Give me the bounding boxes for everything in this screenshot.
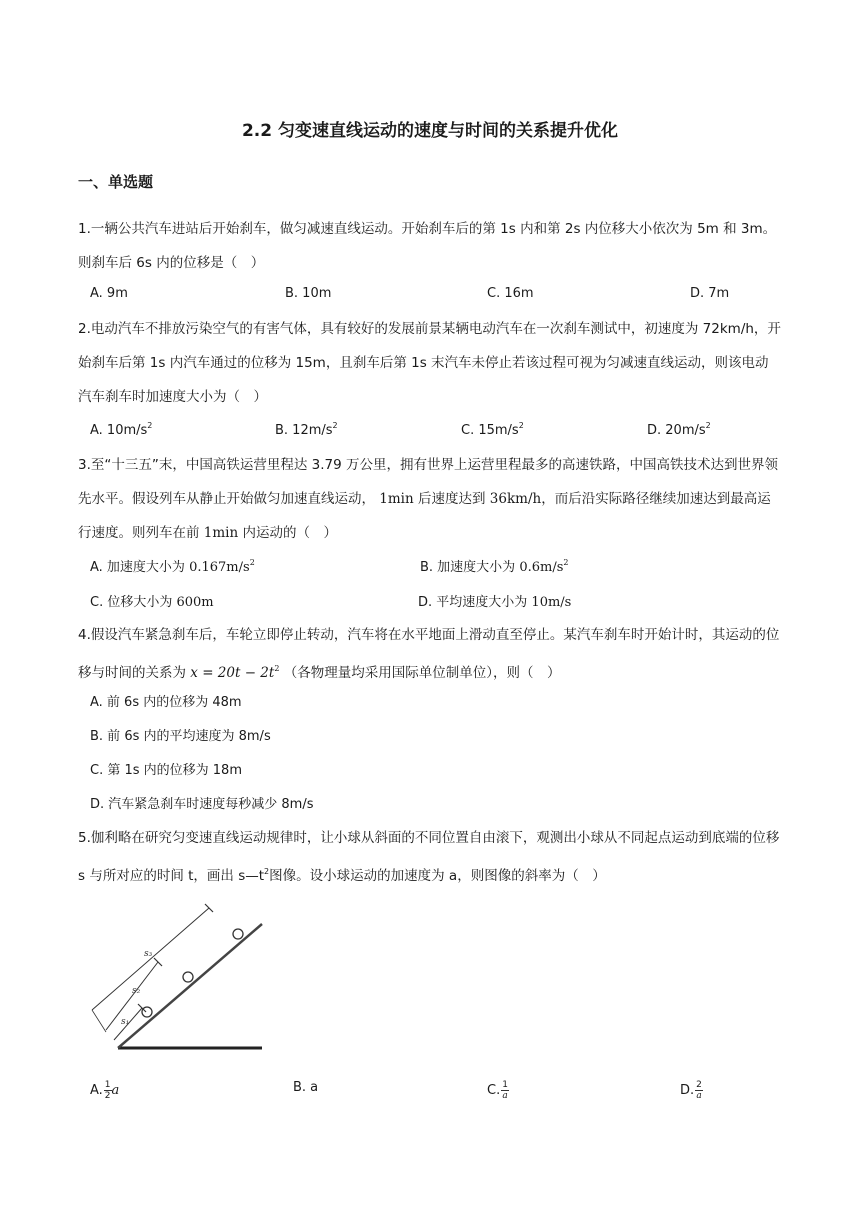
s3-label: s₃ <box>144 949 153 959</box>
s3-measure-line <box>92 908 209 1010</box>
option-a[interactable]: A. 加速度大小为 $0.167m/s^2$ <box>90 558 255 575</box>
option-d[interactable]: D. 7m <box>690 286 730 301</box>
question-4: 4.假设汽车紧急刹车后，车轮立即停止转动，汽车将在水平地面上滑动直至停止。某汽车刹车时开始计时，其运动的位移与时间的关系为 $x = 20t - 2t^2$ （各物理量均采用国际单位制单位），则（ ） <box>78 627 780 681</box>
math-expression: 1min <box>203 525 239 541</box>
question-1-options <box>90 286 790 306</box>
option-b[interactable]: B. 10m <box>285 286 332 301</box>
math-expression: 1min <box>379 491 414 507</box>
option-c[interactable]: C. $15m/s^2$ <box>461 421 524 438</box>
s1-label: s₁ <box>121 1017 130 1027</box>
question-1: 1.一辆公共汽车进站后开始刹车，做匀减速直线运动。开始刹车后的第 1s 内和第 2s 内位移大小依次为 5m 和 3m。则刹车后 6s 内的位移是（ ） <box>78 221 777 271</box>
question-3: 3.至“十三五”末，中国高铁运营里程达 3.79 万公里，拥有世界上运营里程最多的高速铁路，中国高铁技术达到世界领先水平。假设列车从静止开始做匀加速直线运动， 1min 后速度达到 36km/h，而后沿实际路径继续加速达到最高运行速度。则列车在前 1min 内运动的（ ） <box>78 457 779 541</box>
question-5: 5.伽利略在研究匀变速直线运动规律时，让小球从斜面的不同位置自由滚下，观测出小球从不同起点运动到底端的位移 s 与所对应的时间 t，画出 $s—t^2$图像。设小球运动的加速度为 a，则图像的斜率为（ ） <box>78 830 780 884</box>
ball-1 <box>142 1007 152 1017</box>
option-c[interactable]: C. 第 1s 内的位移为 18m <box>90 763 242 778</box>
option-c[interactable]: C. $\frac{1}{a}$ <box>487 1080 508 1101</box>
option-d[interactable]: D. $\frac{2}{a}$ <box>680 1080 702 1101</box>
option-b[interactable]: B. $12m/s^2$ <box>275 421 338 438</box>
math-formula: x = 20t − 2t <box>190 665 275 681</box>
question-2-options <box>90 421 790 441</box>
s2-label: s₂ <box>132 986 141 996</box>
option-a[interactable]: A. $10m/s^2$ <box>90 421 153 438</box>
option-b[interactable]: B. 前 6s 内的平均速度为 8m/s <box>90 729 271 744</box>
math-expression: 36km/h <box>489 491 542 507</box>
ball-2 <box>183 972 193 982</box>
question-3-options-row-1 <box>90 556 790 576</box>
question-3-options-row-2 <box>90 591 790 611</box>
option-c[interactable]: C. 位移大小为 600m <box>90 595 214 610</box>
ball-3 <box>233 929 243 939</box>
option-c[interactable]: C. 16m <box>487 286 534 301</box>
option-b[interactable]: B. a <box>293 1080 319 1095</box>
section-heading: 一、单选题 <box>78 173 154 191</box>
option-d[interactable]: D. $20m/s^2$ <box>647 421 711 438</box>
incline-diagram <box>84 894 274 1059</box>
option-a[interactable]: A. 9m <box>90 286 128 301</box>
question-5-options <box>90 1080 790 1106</box>
option-a[interactable]: A. $\frac{1}{2}$ a <box>90 1080 120 1101</box>
option-b[interactable]: B. 加速度大小为 $0.6m/s^2$ <box>420 558 569 575</box>
option-d[interactable]: D. 平均速度大小为 10m/s <box>418 595 572 610</box>
option-a[interactable]: A. 前 6s 内的位移为 48m <box>90 695 242 710</box>
option-d[interactable]: D. 汽车紧急刹车时速度每秒减少 8m/s <box>90 797 314 812</box>
question-2: 2.电动汽车不排放污染空气的有害气体，具有较好的发展前景某辆电动汽车在一次刹车测试中，初速度为 72km/h，开始刹车后第 1s 内汽车通过的位移为 15m，且刹车后第 1s 末汽车未停止若该过程可视为匀减速直线运动，则该电动汽车刹车时加速度大小为（ ） <box>78 321 781 405</box>
page-title: 2.2 匀变速直线运动的速度与时间的关系提升优化 <box>241 121 619 141</box>
